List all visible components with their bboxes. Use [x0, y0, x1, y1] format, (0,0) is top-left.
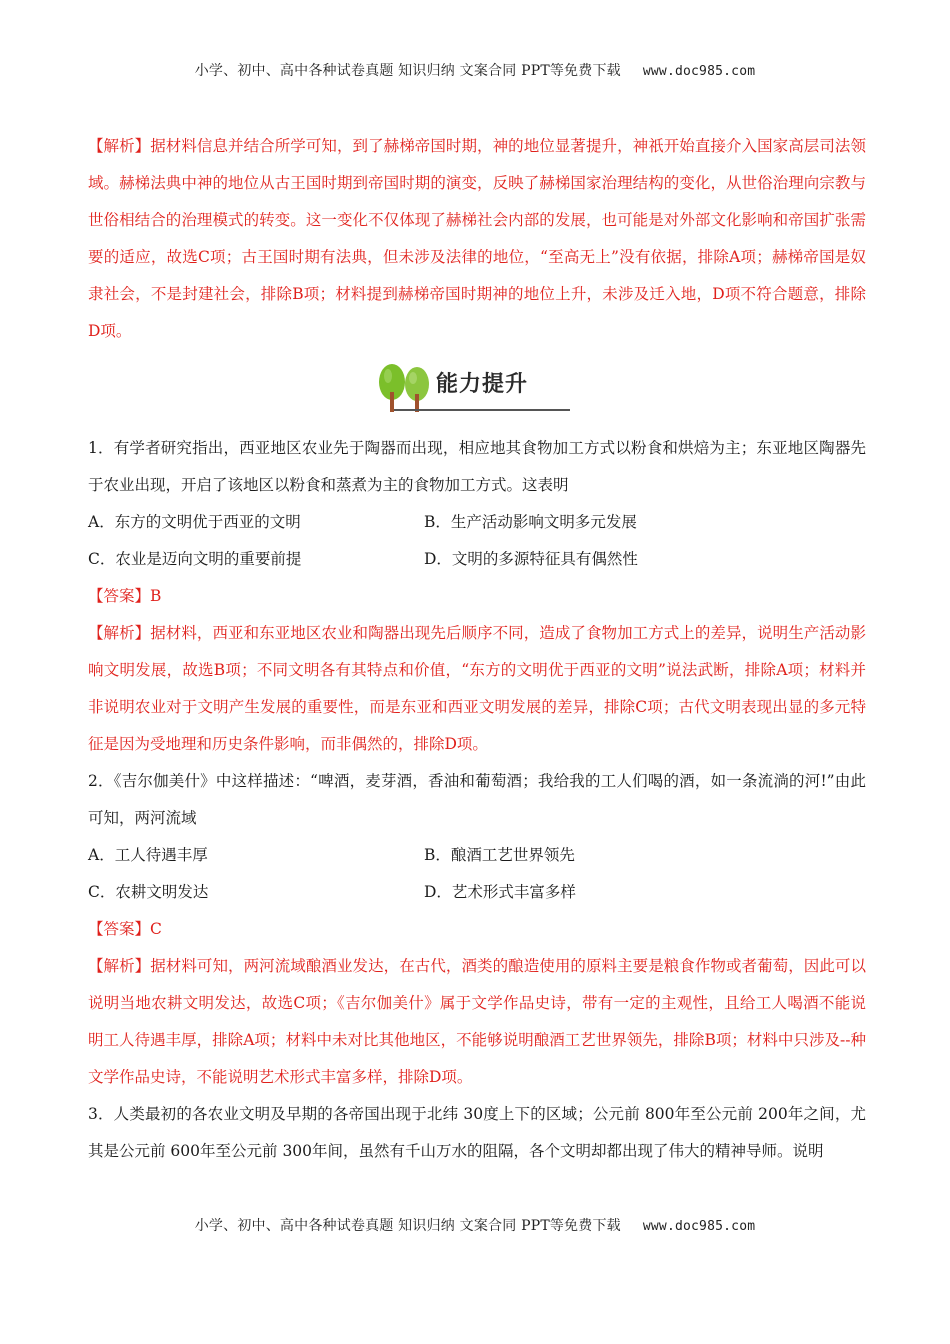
answer-tag: 【答案】 [88, 920, 151, 938]
options-row [88, 874, 866, 911]
analysis-text: 据材料，西亚和东亚地区农业和陶器出现先后顺序不同，造成了食物加工方式上的差异，说明生产活动影响文明发展，故选B项；不同文明各有其特点和价值，“东方的文明优于西亚的文明”说法武断，排除A项；材料并非说明农业对于文明产生发展的重要性，而是东亚和西亚文明发展的差异，排除C项；古代文明表现出显的多元特征是因为受地理和历史条件影响，而非偶然的，排除D项。 [88, 624, 866, 753]
question-stem: 1．有学者研究指出，西亚地区农业先于陶器而出现，相应地其食物加工方式以粉食和烘焙为主；东亚地区陶器先于农业出现，开启了该地区以粉食和蒸煮为主的食物加工方式。这表明 [88, 439, 866, 494]
header-site[interactable]: www.doc985.com [642, 64, 756, 79]
answer-value: C [150, 920, 162, 938]
option-c: C．农耕文明发达 [88, 883, 209, 901]
options-row [88, 504, 866, 541]
section-banner [88, 356, 866, 426]
answer-line [88, 578, 866, 615]
option-a: A．东方的文明优于西亚的文明 [88, 513, 301, 531]
prev-analysis [88, 128, 866, 350]
option-d: D．文明的多源特征具有偶然性 [424, 550, 638, 568]
answer-tag: 【答案】 [88, 587, 151, 605]
section-title: 能力提升 [436, 372, 529, 397]
question-3 [88, 1096, 866, 1170]
analysis-tag: 【解析】 [88, 624, 151, 642]
analysis [88, 615, 866, 763]
option-a: A．工人待遇丰厚 [88, 846, 208, 864]
page-footer [0, 1215, 950, 1235]
option-b: B．酿酒工艺世界领先 [424, 846, 575, 864]
option-c: C．农业是迈向文明的重要前提 [88, 550, 302, 568]
question-1 [88, 430, 866, 763]
footer-text: 小学、初中、高中各种试卷真题 知识归纳 文案合同 PPT等免费下载 [194, 1218, 621, 1234]
question-stem: 3．人类最初的各农业文明及早期的各帝国出现于北纬 30度上下的区域；公元前 800年至公元前 200年之间，尤其是公元前 600年至公元前 300年间，虽然有千山万水的阻隔，各个文明却都出现了伟大的精神导师。说明 [88, 1105, 866, 1160]
option-b: B．生产活动影响文明多元发展 [424, 513, 637, 531]
answer-value: B [150, 587, 162, 605]
question-stem: 2．《吉尔伽美什》中这样描述：“啤酒，麦芽酒，香油和葡萄酒；我给我的工人们喝的酒，如一条流淌的河!”由此可知，两河流域 [88, 772, 866, 827]
analysis-text: 据材料可知，两河流域酿酒业发达，在古代，酒类的酿造使用的原料主要是粮食作物或者葡萄，因此可以说明当地农耕文明发达，故选C项；《吉尔伽美什》属于文学作品史诗，带有一定的主观性，且给工人喝酒不能说明工人待遇丰厚，排除A项；材料中未对比其他地区，不能够说明酿酒工艺世界领先，排除B项；材料中只涉及--种文学作品史诗，不能说明艺术形式丰富多样，排除D项。 [88, 957, 866, 1086]
page-header [0, 60, 950, 80]
analysis-tag: 【解析】 [88, 137, 151, 155]
option-d: D．艺术形式丰富多样 [424, 883, 576, 901]
options-row [88, 541, 866, 578]
analysis-tag: 【解析】 [88, 957, 151, 975]
document-body [88, 128, 866, 1170]
answer-line [88, 911, 866, 948]
footer-site[interactable]: www.doc985.com [642, 1219, 756, 1234]
analysis-text: 据材料信息并结合所学可知，到了赫梯帝国时期，神的地位显著提升，神祇开始直接介入国家高层司法领域。赫梯法典中神的地位从古王国时期到帝国时期的演变，反映了赫梯国家治理结构的变化，从世俗治理向宗教与世俗相结合的治理模式的转变。这一变化不仅体现了赫梯社会内部的发展，也可能是对外部文化影响和帝国扩张需要的适应，故选C项；古王国时期有法典，但未涉及法律的地位，“至高无上”没有依据，排除A项；赫梯帝国是奴隶社会，不是封建社会，排除B项；材料提到赫梯帝国时期神的地位上升，未涉及迁入地，D项不符合题意，排除D项。 [88, 137, 866, 340]
options-row [88, 837, 866, 874]
banner-underline [394, 409, 570, 411]
header-text: 小学、初中、高中各种试卷真题 知识归纳 文案合同 PPT等免费下载 [194, 63, 621, 79]
analysis [88, 948, 866, 1096]
question-2 [88, 763, 866, 1096]
